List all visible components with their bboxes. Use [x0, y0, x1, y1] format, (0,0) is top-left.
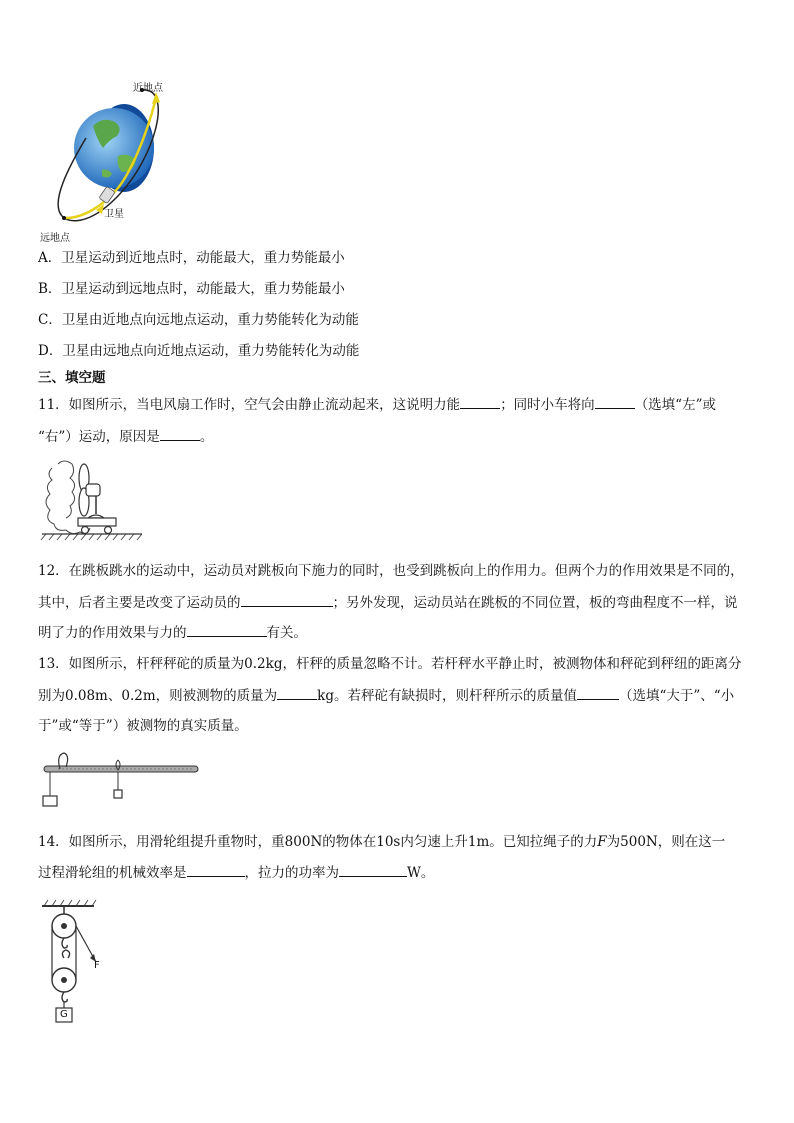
ground-hatch: [41, 534, 142, 540]
label-weight: G: [60, 1009, 68, 1020]
cart-body: [78, 518, 116, 526]
apogee-point: [62, 216, 66, 220]
q12-line2: [38, 592, 738, 613]
q13-blank-2[interactable]: [577, 685, 619, 700]
q12-text: 明了力的作用效果与力的: [38, 625, 187, 641]
earth: [74, 108, 154, 188]
q12-line3: [38, 622, 307, 643]
q11-blank-1[interactable]: [460, 394, 500, 409]
option-c: C．卫星由近地点向远地点运动，重力势能转化为动能: [38, 312, 359, 328]
q14-line2: [38, 862, 434, 883]
q11-text: “右”）运动，原因是: [38, 429, 160, 445]
counterweight: [114, 790, 122, 798]
movable-pulley-axle: [61, 977, 67, 983]
fixed-pulley-hook: [62, 938, 67, 948]
q12-blank-2[interactable]: [187, 622, 267, 637]
q13-text: kg。若秤砣有缺损时，则杆秤所示的质量值: [317, 688, 577, 704]
q14-force-symbol: F: [597, 834, 607, 850]
q14-text: 为500N，则在这一: [606, 834, 726, 850]
steelyard-diagram: [38, 750, 208, 810]
option-d: D．卫星由远地点向近地点运动，重力势能转化为动能: [38, 343, 360, 359]
q13-line2: [38, 685, 734, 706]
orbit-figure: [38, 78, 178, 243]
q12-text: ；另外发现，运动员站在跳板的不同位置，板的弯曲程度不一样，说: [332, 595, 738, 611]
q14-blank-1[interactable]: [187, 862, 245, 877]
q11-blank-2[interactable]: [595, 394, 635, 409]
q12-text: 有关。: [266, 625, 307, 641]
q11-text: 。: [199, 429, 214, 445]
load-hook: [62, 992, 67, 1002]
q13-text: 别为0.08m、0.2m，则被测物的质量为: [38, 688, 278, 704]
q13-text: （选填“大于”、“小: [618, 688, 735, 704]
label-satellite: 卫星: [104, 209, 124, 220]
q14-text: 过程滑轮组的机械效率是: [38, 865, 187, 881]
q14-text: ，拉力的功率为: [244, 865, 339, 881]
q12-line1: 12．在跳板跳水的运动中，运动员对跳板向下施力的同时，也受到跳板向上的作用力。但两个力的作用效果是不同的，: [38, 563, 744, 579]
q11-line1: [38, 394, 716, 415]
option-b: B．卫星运动到远地点时，动能最大，重力势能最小: [38, 281, 345, 297]
label-perigee: 近地点: [133, 83, 163, 94]
steelyard-figure: [38, 750, 208, 810]
q13-line1: 13．如图所示，杆秤秤砣的质量为0.2kg，杆秤的质量忽略不计。若杆秤水平静止时，被测物体和秤砣到秤纽的距离分: [38, 656, 742, 672]
fixed-pulley-axle: [61, 923, 67, 929]
cart-wheel: [105, 527, 112, 534]
q14-line1: [38, 832, 725, 852]
pulley-figure: [38, 898, 118, 1043]
label-force: F: [94, 960, 100, 971]
q13-line3: 于”或“等于”）被测物的真实质量。: [38, 718, 248, 734]
q14-blank-2[interactable]: [339, 862, 407, 877]
fan-cart-figure: [38, 458, 148, 548]
q13-blank-1[interactable]: [277, 685, 317, 700]
movable-pulley-hook: [62, 950, 69, 958]
q14-text: 14．如图所示，用滑轮组提升重物时，重800N的物体在10s内匀速上升1m。已知拉绳子的力: [38, 834, 598, 850]
q11-text: （选填“左”或: [634, 397, 716, 413]
fan-cart-diagram: [38, 458, 148, 548]
pulley-diagram: [38, 898, 118, 1043]
section-title: 三、填空题: [38, 370, 106, 386]
fan-motor: [86, 484, 100, 496]
q11-text: 11．如图所示，当电风扇工作时，空气会由静止流动起来，这说明力能: [38, 397, 461, 413]
q12-blank-1[interactable]: [241, 592, 333, 607]
q11-blank-3[interactable]: [160, 426, 200, 441]
option-a: A．卫星运动到近地点时，动能最大，重力势能最小: [38, 250, 345, 266]
label-apogee: 远地点: [40, 233, 70, 244]
measured-object: [43, 796, 57, 806]
q11-line2: [38, 426, 213, 447]
cart-wheel: [82, 527, 89, 534]
q12-text: 其中，后者主要是改变了运动员的: [38, 595, 241, 611]
q11-text: ；同时小车将向: [500, 397, 595, 413]
q14-text: W。: [407, 865, 435, 881]
